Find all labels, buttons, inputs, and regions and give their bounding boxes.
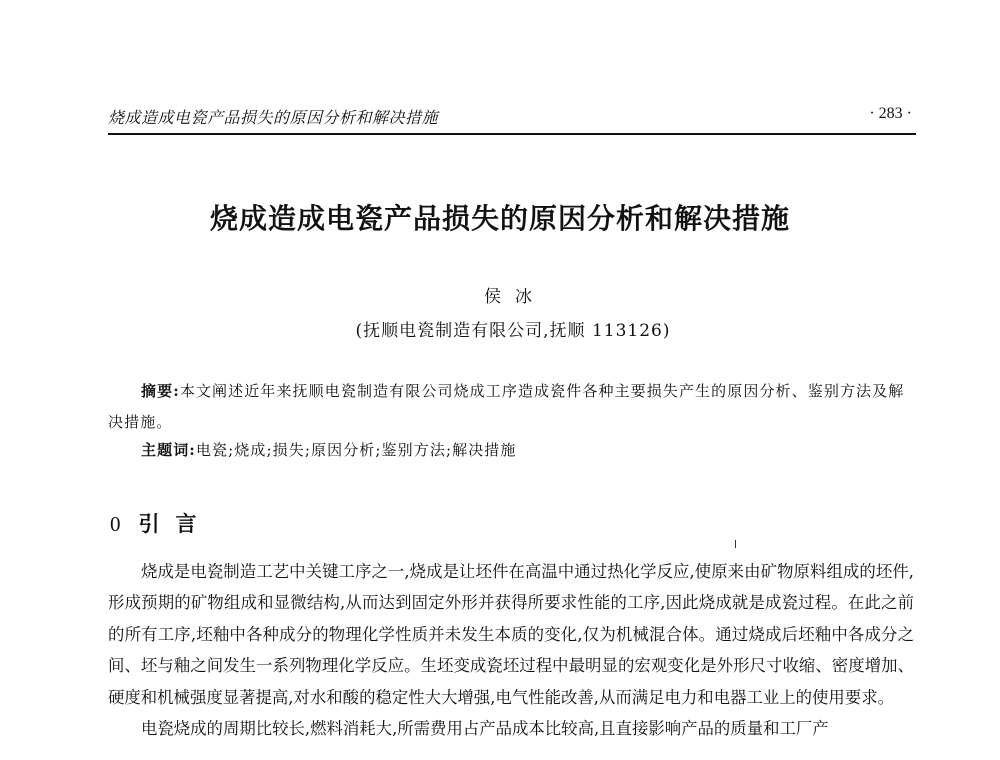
page-number: · 283 ·: [869, 105, 912, 122]
abstract: [108, 376, 914, 438]
article-title: 烧成造成电瓷产品损失的原因分析和解决措施: [209, 202, 790, 235]
keywords-label: 主题词:: [141, 441, 196, 459]
section-number: 0: [110, 512, 121, 536]
running-title: 烧成造成电瓷产品损失的原因分析和解决措施: [108, 108, 439, 127]
abstract-text: 本文阐述近年来抚顺电瓷制造有限公司烧成工序造成瓷件各种主要损失产生的原因分析、鉴别方法及解决措施。: [108, 382, 905, 431]
running-header: [108, 103, 916, 135]
author-name: 侯冰: [484, 287, 546, 307]
body-paragraph: 烧成是电瓷制造工艺中关键工序之一,烧成是让坯件在高温中通过热化学反应,使原来由矿物原料组成的坯件,形成预期的矿物组成和显微结构,从而达到固定外形并获得所要求性能的工序,因此烧成就是成瓷过程。在此之前的所有工序,坯釉中各种成分的物理化学性质并未发生本质的变化,仅为机械混合体。通过烧成后坯釉中各成分之间、坯与釉之间发生一系列物理化学反应。生坯变成瓷坯过程中最明显的宏观变化是外形尺寸收缩、密度增加、硬度和机械强度显著提高,对水和酸的稳定性大大增强,电气性能改善,从而满足电力和电器工业上的使用要求。: [108, 562, 914, 707]
keywords-text: 电瓷;烧成;损失;原因分析;鉴别方法;解决措施: [195, 441, 517, 459]
section-heading: [110, 508, 213, 538]
author-affiliation: (抚顺电瓷制造有限公司,抚顺 113126): [355, 321, 671, 341]
keywords: [141, 438, 914, 462]
abstract-label: 摘要:: [141, 382, 180, 400]
body-paragraph: 电瓷烧成的周期比较长,燃料消耗大,所需费用占产品成本比较高,且直接影响产品的质量和工厂产: [141, 719, 829, 739]
stray-mark: [735, 540, 736, 548]
body-text: [108, 556, 914, 744]
section-title: 引言: [138, 511, 213, 536]
